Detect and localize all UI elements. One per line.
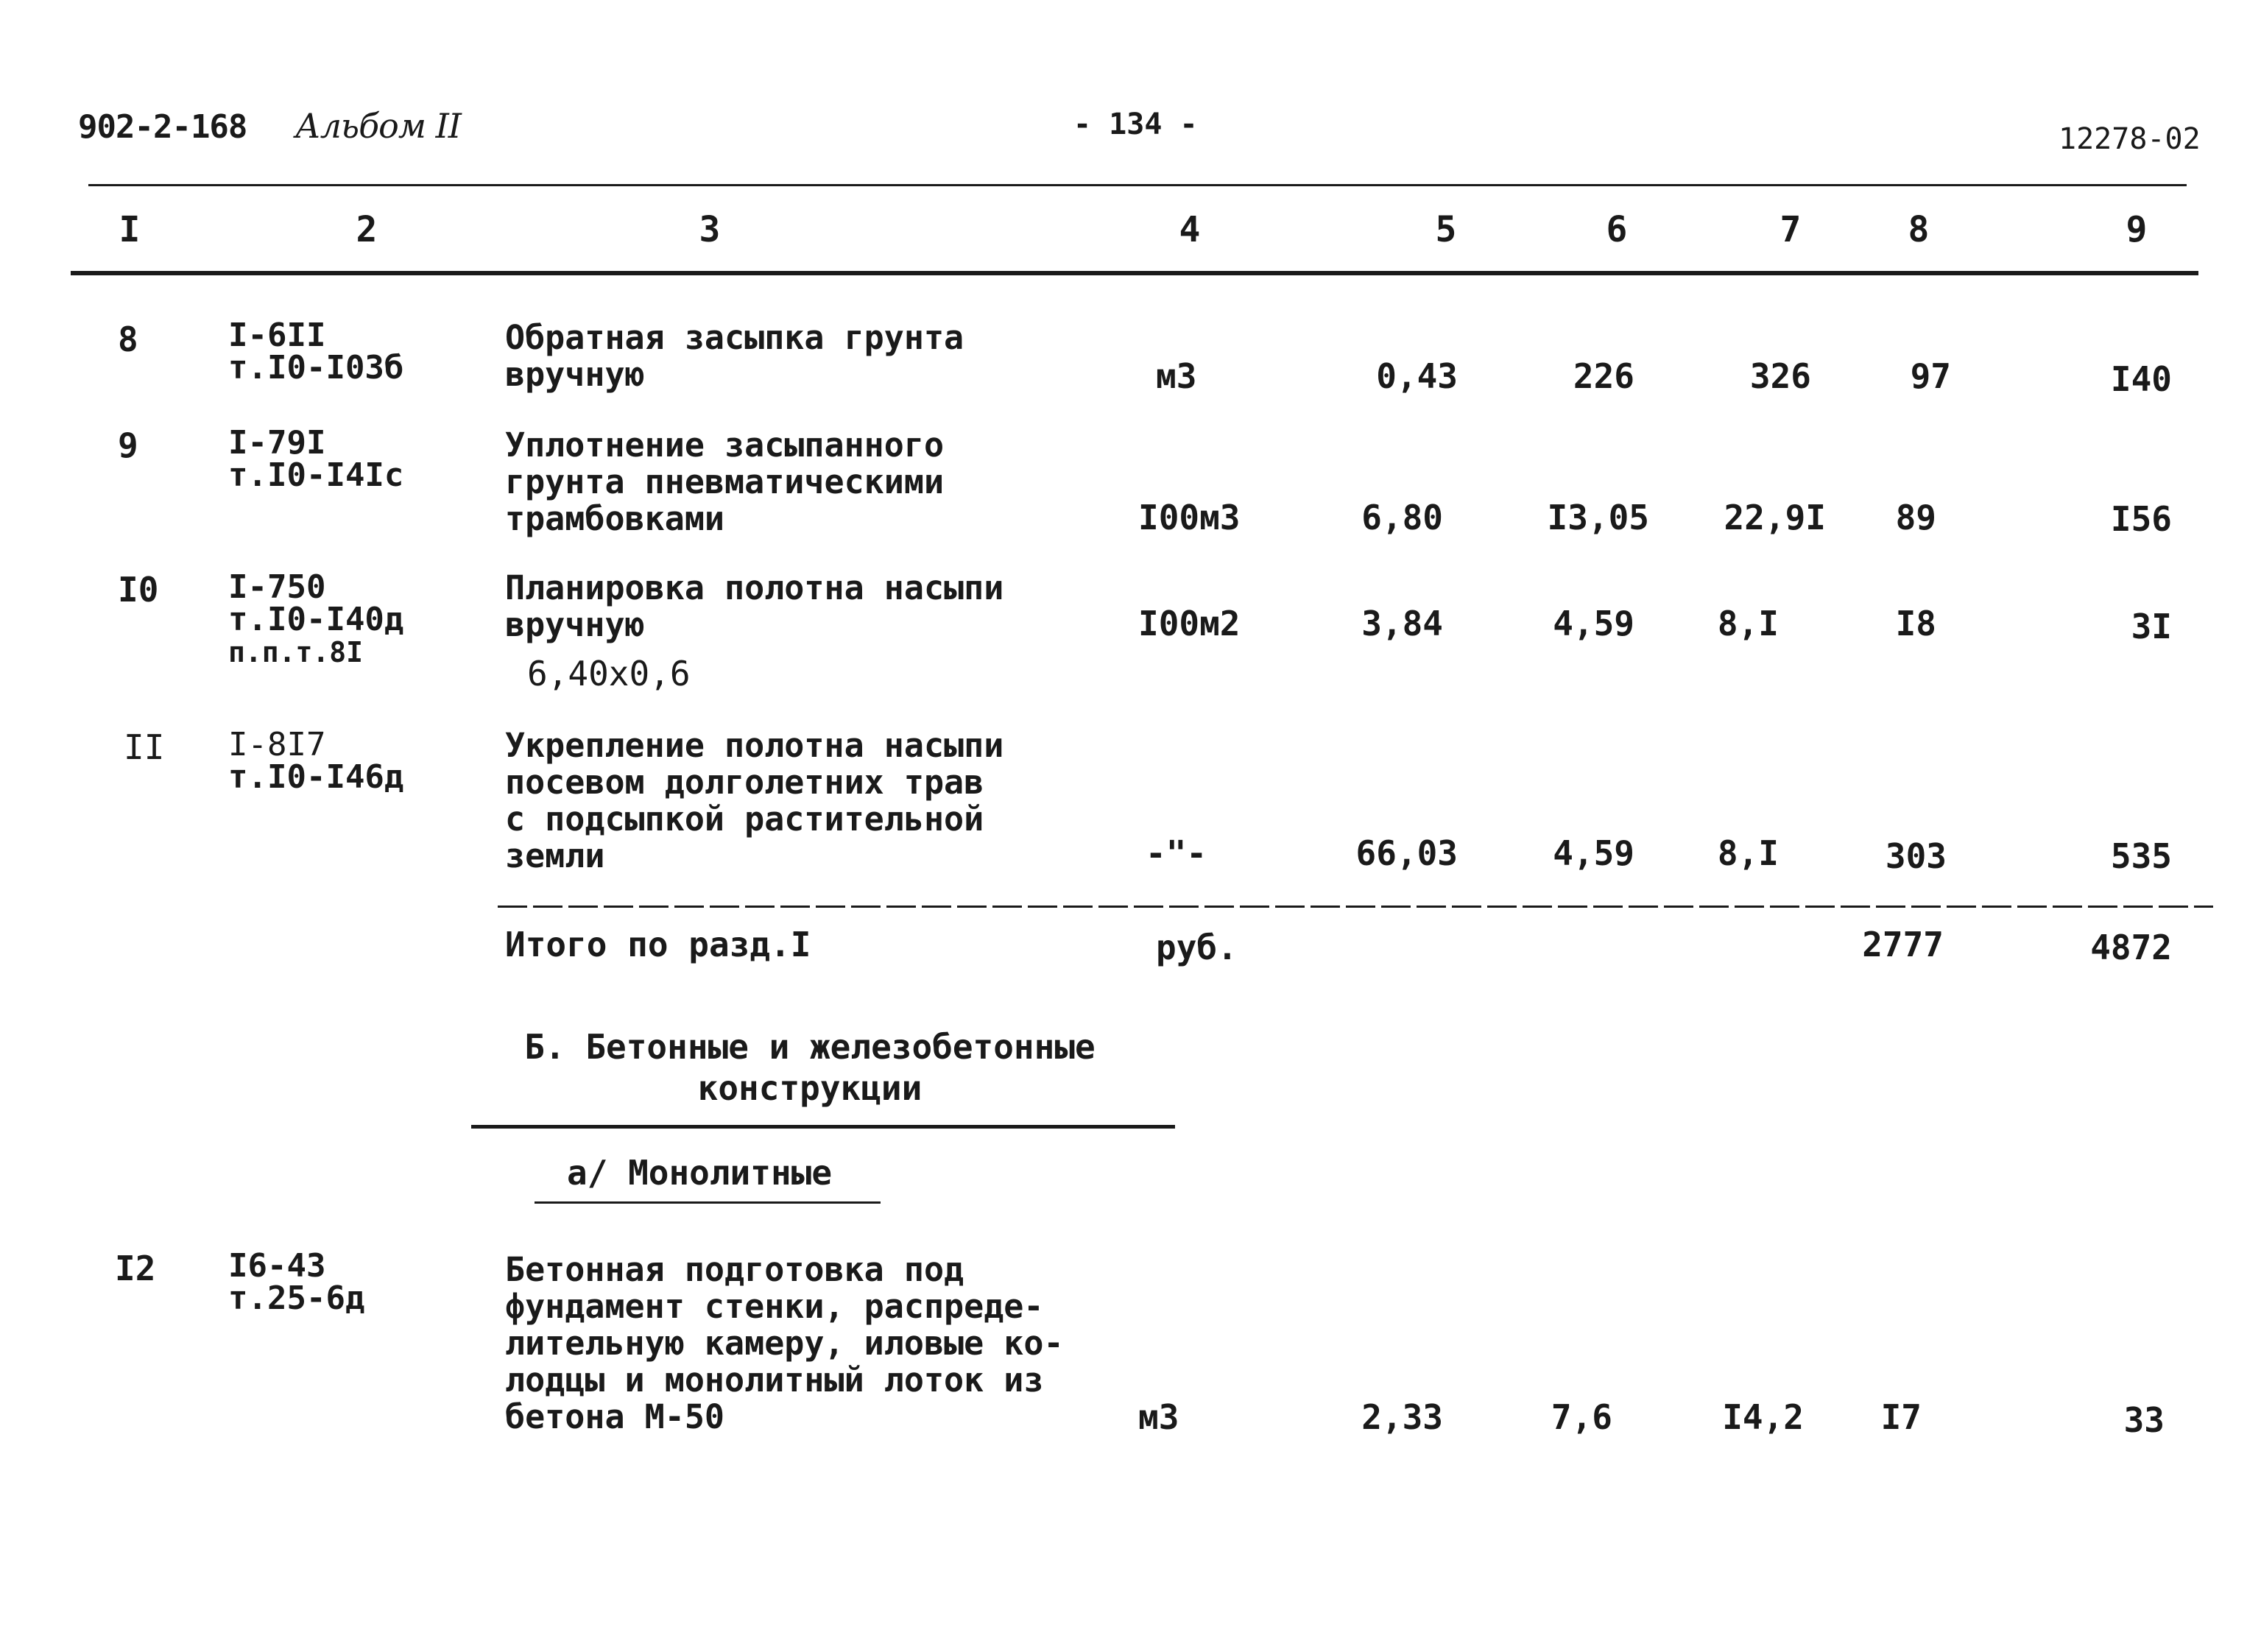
norm-code	[228, 317, 404, 386]
quantity: 0,43	[1376, 356, 1458, 396]
column-number-2: 2	[356, 209, 378, 250]
description-line: бетона М-50	[505, 1397, 725, 1436]
unit: -"-	[1146, 833, 1207, 873]
unit-cost: 7,6	[1551, 1397, 1612, 1437]
norm-code-line: т.25-6д	[228, 1279, 365, 1317]
column-number-3: 3	[699, 209, 721, 250]
total-col8: 2777	[1862, 925, 1944, 964]
description-line: грунта пневматическими	[505, 462, 945, 501]
subsection-title: а/ Монолитные	[567, 1153, 833, 1193]
description-line: посевом долголетних трав	[505, 763, 984, 802]
column-number-7: 7	[1779, 209, 1802, 250]
quantity: 3,84	[1361, 604, 1443, 643]
description-line: лительную камеру, иловые ко-	[505, 1324, 1064, 1363]
column-number-4: 4	[1179, 209, 1201, 250]
unit-cost: 4,59	[1553, 604, 1634, 643]
column-number-8: 8	[1908, 209, 1930, 250]
description-line: Обратная засыпка грунта	[505, 318, 964, 357]
col9-value: I56	[2110, 499, 2172, 539]
unit: I00м2	[1138, 604, 1241, 643]
column-number-1: I	[119, 209, 141, 250]
quantity: 6,80	[1361, 498, 1443, 537]
col7-value: 22,9I	[1724, 498, 1826, 537]
section-title	[479, 1026, 1141, 1109]
col8-value: 303	[1885, 836, 1947, 876]
dimension-note: 6,40х0,6	[527, 654, 691, 693]
description-line: вручную	[505, 605, 645, 644]
col8-value: I7	[1880, 1397, 1922, 1437]
norm-code-line: I-8I7	[228, 726, 326, 763]
norm-code-line: п.п.т.8I	[228, 636, 364, 668]
col9-value: 535	[2110, 836, 2172, 876]
unit-cost: 226	[1573, 356, 1634, 396]
doc-code-header	[78, 106, 461, 146]
total-col9: 4872	[2090, 928, 2172, 967]
col8-value: 89	[1895, 498, 1936, 537]
norm-code-line: I-6II	[228, 317, 326, 354]
work-description	[505, 320, 964, 393]
description-line: лодцы и монолитный лоток из	[505, 1360, 1044, 1399]
subsection-underline	[535, 1201, 881, 1204]
norm-code-line: I-79I	[228, 424, 326, 462]
description-line: Уплотнение засыпанного	[505, 426, 945, 465]
norm-code	[228, 726, 404, 796]
doc-code: 902-2-168	[78, 108, 247, 146]
description-line: Укрепление полотна насыпи	[505, 726, 1004, 765]
unit-cost: I3,05	[1547, 498, 1649, 537]
norm-code-line: т.I0-I46д	[228, 758, 404, 796]
norm-code-line: т.I0-I4Iс	[228, 456, 404, 494]
work-description	[505, 427, 944, 537]
col9-value: 33	[2123, 1400, 2165, 1440]
col7-value: 8,I	[1717, 604, 1779, 643]
work-description	[505, 1252, 1064, 1436]
description-line: вручную	[505, 355, 645, 394]
norm-code-line: т.I0-I40д	[228, 601, 404, 638]
col8-value: I8	[1895, 604, 1936, 643]
norm-code-line: I6-43	[228, 1247, 326, 1285]
archive-number: 12278-02	[2059, 122, 2201, 156]
row-number: 8	[118, 320, 138, 359]
description-line: трамбовками	[505, 499, 725, 538]
header-rule	[71, 271, 2198, 275]
column-number-9: 9	[2126, 209, 2148, 250]
description-line: фундамент стенки, распреде-	[505, 1287, 1044, 1326]
description-line: земли	[505, 836, 605, 875]
norm-code-line: т.I0-I03б	[228, 349, 404, 386]
album-label: Альбом II	[294, 106, 461, 146]
unit: м3	[1156, 356, 1197, 396]
col9-value: 3I	[2131, 607, 2172, 646]
row-number: 9	[118, 426, 138, 465]
quantity: 2,33	[1361, 1397, 1443, 1437]
unit-cost: 4,59	[1553, 833, 1634, 873]
total-label: Итого по разд.I	[505, 925, 811, 964]
unit: м3	[1138, 1397, 1179, 1437]
total-unit: руб.	[1156, 928, 1238, 967]
row-number: I2	[115, 1249, 156, 1288]
section-title-line: Б. Бетонные и железобетонные	[524, 1027, 1096, 1067]
unit: I00м3	[1138, 498, 1241, 537]
row-number: II	[124, 727, 165, 767]
section-title-underline	[471, 1125, 1175, 1129]
top-rule	[88, 184, 2187, 186]
norm-code-line: I-750	[228, 568, 326, 606]
norm-code	[228, 568, 404, 668]
description-line: Бетонная подготовка под	[505, 1250, 964, 1289]
row-number: I0	[118, 570, 159, 610]
column-number-6: 6	[1606, 209, 1628, 250]
col7-value: 8,I	[1717, 833, 1779, 873]
column-number-5: 5	[1435, 209, 1457, 250]
page-number: - 134 -	[1073, 107, 1198, 141]
description-line: с подсыпкой растительной	[505, 799, 984, 839]
description-line: Планировка полотна насыпи	[505, 568, 1004, 607]
total-rule	[498, 906, 2213, 908]
col8-value: 97	[1910, 356, 1951, 396]
col7-value: I4,2	[1722, 1397, 1804, 1437]
quantity: 66,03	[1355, 833, 1458, 873]
section-title-line: конструкции	[697, 1068, 923, 1108]
work-description	[505, 570, 1003, 643]
work-description	[505, 727, 1003, 875]
norm-code	[228, 1247, 365, 1317]
col9-value: I40	[2110, 359, 2172, 399]
norm-code	[228, 424, 404, 494]
col7-value: 326	[1749, 356, 1811, 396]
